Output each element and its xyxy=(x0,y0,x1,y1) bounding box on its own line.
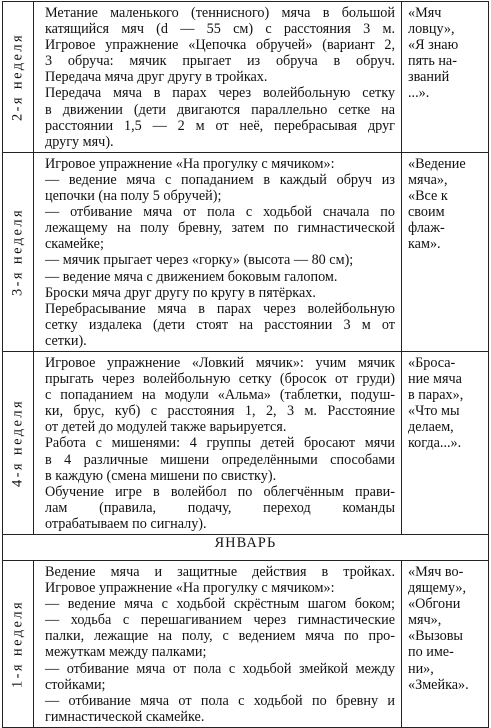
game-line: «Змейка». xyxy=(408,676,469,693)
game-line: ни», xyxy=(408,660,434,677)
table-row xyxy=(3,2,489,153)
game-line: ...». xyxy=(408,85,430,102)
week-label: 3-я неделя xyxy=(9,207,26,296)
exercise-line: расстоянии 1,5 — 2 м от неё, перебрасывая друг xyxy=(45,117,395,134)
exercise-line: межуткам между палками; xyxy=(45,644,207,661)
exercise-line: в 4 различные мишени определёнными способами xyxy=(45,451,395,468)
table-row xyxy=(3,561,489,728)
exercise-line: 3 обруча: мячик прыгает из обруча в обруч. xyxy=(45,53,395,70)
exercise-line: Игровое упражнение «Ловкий мячик»: учим мячик xyxy=(45,354,395,371)
exercise-line: Передача мяча друг другу в тройках. xyxy=(45,69,268,86)
month-heading: ЯНВАРЬ xyxy=(3,535,489,561)
exercise-line: катящийся мяч (d — 55 см) с расстояния 3 м. xyxy=(45,21,395,38)
exercise-line: прыгать через волейбольную сетку (бросок от груди) xyxy=(45,371,395,388)
lesson-plan-table xyxy=(2,1,489,728)
exercise-line: в движении (дети двигаются параллельно сетке на xyxy=(45,101,395,118)
exercise-line: стойками; xyxy=(45,676,106,693)
exercises-cell xyxy=(34,152,402,351)
exercise-line: Ведение мяча и защитные действия в тройках. xyxy=(45,564,395,580)
week-cell xyxy=(3,351,34,534)
game-line: «Броса- xyxy=(408,354,456,371)
exercise-line: лам (правила, подачу, переход команды xyxy=(45,499,395,516)
table-row xyxy=(3,152,489,351)
game-line: дящему», xyxy=(408,580,467,597)
exercise-line: — отбивание мяча от пола с ходьбой сначала по xyxy=(45,204,395,221)
exercise-line: Игровое упражнение «На прогулку с мячиком»: xyxy=(45,155,335,172)
exercise-line: от детей до модулей также варьируется. xyxy=(45,419,287,436)
exercise-line: — отбивание мяча от пола с ходьбой змейкой между xyxy=(45,660,395,677)
games-cell xyxy=(402,561,489,728)
exercise-line: Работа с мишенями: 4 группы детей бросают мячи xyxy=(45,435,395,452)
games-cell xyxy=(402,351,489,534)
exercise-line: Броски мяча друг другу по кругу в пятёрках. xyxy=(45,284,316,301)
exercises-cell xyxy=(34,351,402,534)
game-line: по име- xyxy=(408,644,454,661)
game-line: флаж- xyxy=(408,220,445,237)
game-line: когда...». xyxy=(408,435,462,452)
game-line: «Все к xyxy=(408,188,448,205)
exercise-line: — отбивание мяча от пола с ходьбой по бревну и xyxy=(45,692,395,709)
exercise-line: Передача мяча в парах через волейбольную сетку xyxy=(45,85,395,102)
game-line: званий xyxy=(408,69,450,86)
game-line: «Мяч xyxy=(408,5,442,21)
game-line: «Я знаю xyxy=(408,37,459,54)
games-cell xyxy=(402,2,489,153)
week-label: 2-я неделя xyxy=(9,32,26,121)
exercise-line: палки, лежащие на полу, с ведением мяча по про- xyxy=(45,628,395,645)
exercise-line: цепочки (на полу 5 обручей); xyxy=(45,188,222,205)
exercise-line: скамейке; xyxy=(45,236,104,253)
game-line: «Мяч во- xyxy=(408,564,464,580)
exercise-line: с попаданием на модули «Альма» (таблетки, подуш- xyxy=(45,387,395,404)
game-line: мяч», xyxy=(408,612,442,629)
game-line: ловцу», xyxy=(408,21,455,38)
game-line: в парах», xyxy=(408,387,464,404)
exercise-line: ки, брус, куб) с расстояния 1, 2, 3 м. Расстояние xyxy=(45,403,395,420)
game-line: «Что мы xyxy=(408,403,460,420)
exercise-line: лежащему на полу бревну, затем по гимнастической xyxy=(45,220,395,237)
table-row xyxy=(3,351,489,534)
month-row xyxy=(3,535,489,561)
exercise-line: гимнастической скамейке. xyxy=(45,708,205,725)
exercise-line: сетку издалека (дети стоят на расстоянии 3 м от xyxy=(45,316,395,333)
week-cell xyxy=(3,152,34,351)
exercise-line: — мячик прыгает через «горку» (высота — 80 см); xyxy=(45,252,354,269)
exercises-cell xyxy=(34,561,402,728)
week-cell xyxy=(3,561,34,728)
week-label: 4-я неделя xyxy=(9,398,26,488)
game-line: делаем, xyxy=(408,419,454,436)
game-line: «Обгони xyxy=(408,596,461,613)
week-label: 1-я неделя xyxy=(9,599,26,689)
week-cell xyxy=(3,2,34,153)
exercise-line: сетки). xyxy=(45,332,87,349)
exercise-line: Перебрасывание мяча в парах через волейбольную xyxy=(45,300,395,317)
exercise-line: другу мяч). xyxy=(45,133,114,150)
game-line: пять на- xyxy=(408,53,457,70)
game-line: мяча», xyxy=(408,171,448,188)
games-cell xyxy=(402,152,489,351)
exercise-line: — ведение мяча с попаданием в каждый обруч из xyxy=(45,171,395,188)
exercise-line: — ведение мяча с движением боковым галопом. xyxy=(45,268,338,285)
game-line: ние мяча xyxy=(408,371,462,388)
exercise-line: Игровое упражнение «На прогулку с мячиком»: xyxy=(45,580,335,597)
exercise-line: Обучение игре в волейбол по облегчённым прави- xyxy=(45,483,395,500)
exercises-cell xyxy=(34,2,402,153)
exercise-line: в каждую (смена мишени по свистку). xyxy=(45,467,277,484)
exercise-line: Метание маленького (теннисного) мяча в большой xyxy=(45,5,395,21)
game-line: «Ведение xyxy=(408,155,466,172)
exercise-line: отрабатываем по сигналу). xyxy=(45,515,207,532)
exercise-line: Игровое упражнение «Цепочка обручей» (вариант 2, xyxy=(45,37,395,54)
exercise-line: — ходьба с перешагиванием через гимнастические xyxy=(45,612,395,629)
exercise-line: — ведение мяча с ходьбой скрёстным шагом боком; xyxy=(45,596,395,613)
game-line: своим xyxy=(408,204,445,221)
game-line: кам». xyxy=(408,236,441,253)
game-line: «Вызовы xyxy=(408,628,463,645)
